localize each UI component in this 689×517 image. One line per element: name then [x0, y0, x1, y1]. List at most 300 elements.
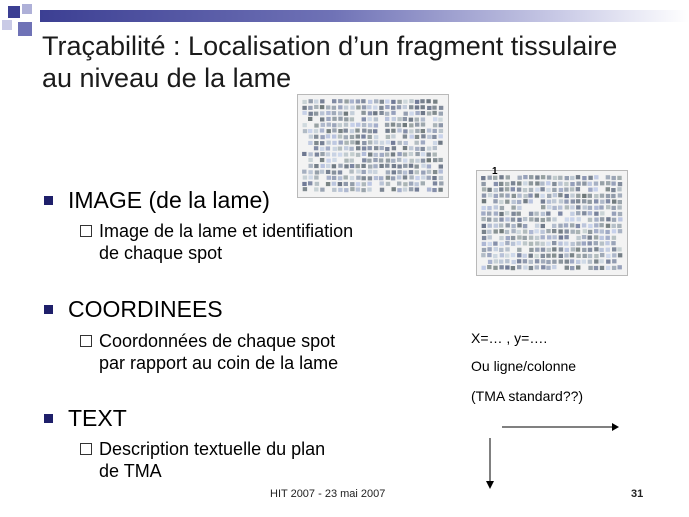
tma-spot	[487, 206, 491, 210]
tma-spot	[599, 223, 603, 227]
tma-spot	[415, 165, 419, 169]
tma-spot	[332, 106, 336, 110]
tma-spot	[558, 206, 562, 210]
tma-spot	[421, 111, 425, 115]
tma-spot	[391, 106, 395, 110]
tma-spot	[320, 170, 324, 174]
tma-spot	[373, 106, 377, 110]
tma-spot	[499, 248, 503, 252]
tma-spot	[379, 176, 383, 180]
tma-spot	[438, 118, 442, 122]
tma-spot	[535, 241, 539, 245]
tma-spot	[385, 129, 389, 133]
tma-spot	[433, 123, 437, 127]
tma-spot	[362, 141, 366, 145]
tma-spot	[612, 224, 616, 228]
tma-spot	[529, 266, 533, 270]
tma-spot	[576, 205, 580, 209]
tma-spot	[576, 242, 580, 246]
tma-spot	[553, 176, 557, 180]
tma-spot	[552, 260, 556, 264]
tma-spot	[397, 170, 401, 174]
tma-spot	[546, 188, 550, 192]
tma-spot	[564, 253, 568, 257]
tma-spot	[552, 206, 556, 210]
tma-spot	[576, 224, 580, 228]
tma-spot	[493, 199, 497, 203]
tma-spot	[505, 187, 509, 191]
tma-spot	[391, 141, 395, 145]
tma-spot	[488, 242, 492, 246]
tma-spot	[326, 159, 330, 163]
tma-spot	[403, 117, 407, 121]
tma-spot	[564, 200, 568, 204]
square-bullet-icon	[44, 305, 53, 314]
tma-spot	[494, 182, 498, 186]
tma-spot	[326, 152, 330, 156]
tma-spot	[314, 164, 318, 168]
tma-spot	[332, 164, 336, 168]
tma-spot	[481, 253, 485, 257]
tma-spot	[315, 170, 319, 174]
tma-spot	[499, 182, 503, 186]
tma-spot	[606, 217, 610, 221]
tma-spot	[600, 242, 604, 246]
tma-spot	[571, 230, 575, 234]
tma-spot	[433, 181, 437, 185]
tma-spot	[576, 265, 580, 269]
tma-spot	[439, 165, 443, 169]
tma-spot	[415, 159, 419, 163]
tma-spot	[594, 254, 598, 258]
tma-spot	[368, 100, 372, 104]
tma-spot	[338, 153, 342, 157]
tma-spot	[385, 105, 389, 109]
tma-spot	[546, 254, 550, 258]
tma-spot	[505, 230, 509, 234]
tma-spot	[600, 236, 604, 240]
tma-spot	[379, 111, 383, 115]
tma-spot	[403, 129, 407, 133]
tma-spot	[512, 260, 516, 264]
tma-spot	[303, 176, 307, 180]
tma-spot	[320, 152, 324, 156]
tma-spot	[594, 187, 598, 191]
tma-spot	[338, 111, 342, 115]
tma-spot	[523, 254, 527, 258]
tma-spot	[493, 242, 497, 246]
tma-spot	[505, 265, 509, 269]
tma-spot	[506, 223, 510, 227]
tma-spot	[344, 164, 348, 168]
tma-spot	[487, 212, 491, 216]
tma-spot	[409, 187, 413, 191]
tma-spot	[599, 248, 603, 252]
tma-spot	[505, 247, 509, 251]
tma-spot	[517, 223, 521, 227]
tma-spot	[523, 241, 527, 245]
tma-spot	[380, 153, 384, 157]
standard-note: (TMA standard??)	[471, 388, 584, 404]
tma-spot	[380, 146, 384, 150]
tma-spot	[385, 164, 389, 168]
tma-spot	[344, 188, 348, 192]
tma-spot	[564, 242, 568, 246]
header-gradient-bar	[40, 10, 689, 22]
tma-spot	[517, 241, 521, 245]
tma-spot	[588, 266, 592, 270]
tma-spot	[338, 188, 342, 192]
tma-spot	[350, 182, 354, 186]
tma-spot	[541, 175, 545, 179]
tma-spot	[438, 141, 442, 145]
tma-spot	[314, 187, 318, 191]
tma-spot	[433, 141, 437, 145]
tma-spot	[391, 176, 395, 180]
tma-spot	[433, 146, 437, 150]
tma-spot	[344, 106, 348, 110]
tma-spot	[350, 187, 354, 191]
tma-spot	[368, 170, 372, 174]
tma-spot	[617, 187, 621, 191]
tma-spot	[611, 241, 615, 245]
tma-spot	[338, 182, 342, 186]
tma-spot	[338, 164, 342, 168]
tma-spot	[362, 123, 366, 127]
tma-spot	[583, 254, 587, 258]
tma-spot	[421, 140, 425, 144]
tma-spot	[565, 194, 569, 198]
tma-spot	[487, 188, 491, 192]
tma-spot	[517, 230, 521, 234]
tma-spot	[344, 182, 348, 186]
tma-spot	[409, 170, 413, 174]
tma-spot	[559, 260, 563, 264]
tma-spot	[320, 99, 324, 103]
tma-spot	[368, 176, 372, 180]
tma-spot	[618, 193, 622, 197]
tma-spot	[481, 217, 485, 221]
tma-spot	[356, 170, 360, 174]
tma-spot	[517, 248, 521, 252]
tma-spot	[368, 123, 372, 127]
tma-spot	[511, 229, 515, 233]
tma-spot	[517, 265, 521, 269]
footer-text: HIT 2007 - 23 mai 2007	[270, 488, 386, 500]
tma-spot	[517, 194, 521, 198]
tma-spot	[367, 188, 371, 192]
tma-spot	[606, 175, 610, 179]
tma-spot	[588, 218, 592, 222]
tma-spot	[541, 242, 545, 246]
tma-spot	[546, 181, 550, 185]
tma-spot	[362, 105, 366, 109]
tma-spot	[571, 242, 575, 246]
tma-spot	[373, 164, 377, 168]
tma-spot	[320, 147, 324, 151]
tma-spot	[600, 211, 604, 215]
tma-spot	[499, 218, 503, 222]
tma-spot	[541, 259, 545, 263]
tma-spot	[403, 135, 407, 139]
tma-spot	[606, 205, 610, 209]
tma-spot	[350, 135, 354, 139]
tma-spot	[421, 105, 425, 109]
tma-spot	[547, 248, 551, 252]
tma-spot	[361, 164, 365, 168]
tma-spot	[397, 117, 401, 121]
tma-spot	[397, 128, 401, 132]
tma-spot	[368, 153, 372, 157]
tma-spot	[559, 199, 563, 203]
tma-spot	[432, 106, 436, 110]
tma-spot	[594, 235, 598, 239]
tma-spot	[535, 259, 539, 263]
tma-spot	[618, 212, 622, 216]
tma-spot	[350, 164, 354, 168]
tma-spot	[571, 247, 575, 251]
tma-spot	[361, 99, 365, 103]
tma-spot	[565, 205, 569, 209]
tma-spot	[355, 129, 359, 133]
tma-spot	[379, 164, 383, 168]
tma-spot	[308, 106, 312, 110]
tma-spot	[612, 212, 616, 216]
tma-spot	[368, 146, 372, 150]
tma-spot	[541, 212, 545, 216]
tma-spot	[594, 212, 598, 216]
tma-spot	[320, 188, 324, 192]
tma-spot	[415, 170, 419, 174]
tma-spot	[314, 124, 318, 128]
tma-spot	[344, 141, 348, 145]
tma-spot	[332, 171, 336, 175]
tma-spot	[571, 199, 575, 203]
tma-spot	[606, 254, 610, 258]
tma-spot	[552, 182, 556, 186]
tma-spot	[427, 129, 431, 133]
tma-spot	[523, 236, 527, 240]
tma-spot	[368, 111, 372, 115]
page-number: 31	[631, 488, 644, 500]
tma-spot	[338, 99, 342, 103]
tma-spot	[403, 188, 407, 192]
tma-spot	[612, 259, 616, 263]
tma-spot	[535, 265, 539, 269]
tma-spot	[552, 254, 556, 258]
tma-spot	[391, 129, 395, 133]
slide-title: Traçabilité : Localisation d’un fragment tissulaire au niveau de la lame	[42, 31, 618, 93]
tma-spot	[350, 176, 354, 180]
tma-spot	[570, 194, 574, 198]
tma-spot	[600, 229, 604, 233]
tma-spot	[338, 176, 342, 180]
tma-spot	[403, 171, 407, 175]
tma-spot	[552, 188, 556, 192]
tma-spot	[374, 153, 378, 157]
tma-spot	[338, 129, 342, 133]
tma-spot	[344, 123, 348, 127]
tma-spot	[500, 206, 504, 210]
tma-spot	[320, 141, 324, 145]
tma-spot	[606, 236, 610, 240]
tma-spot	[617, 224, 621, 228]
tma-spot	[398, 141, 402, 145]
tma-spot	[356, 146, 360, 150]
tma-spot	[403, 152, 407, 156]
tma-spot	[582, 235, 586, 239]
tma-spot	[373, 170, 377, 174]
tma-spot	[570, 212, 574, 216]
tma-spot	[386, 135, 390, 139]
checkbox-bullet-icon	[80, 225, 92, 237]
tma-spot	[482, 194, 486, 198]
tma-spot	[415, 141, 419, 145]
tma-spot	[535, 218, 539, 222]
tma-spot	[349, 147, 353, 151]
tma-spot	[356, 164, 360, 168]
tma-spot	[517, 188, 521, 192]
tma-spot	[582, 182, 586, 186]
tma-spot	[565, 229, 569, 233]
tma-spot	[356, 99, 360, 103]
tma-spot	[314, 135, 318, 139]
tma-spot	[583, 205, 587, 209]
tma-spot	[558, 176, 562, 180]
tma-spot	[582, 199, 586, 203]
tma-spot	[409, 146, 413, 150]
tma-spot	[517, 253, 521, 257]
tma-spot	[511, 212, 515, 216]
tma-spot	[380, 100, 384, 104]
checkbox-bullet-icon	[80, 335, 92, 347]
checkbox-bullet-icon	[80, 443, 92, 455]
tma-spot	[356, 182, 360, 186]
tma-spot	[523, 224, 527, 228]
tma-spot	[391, 152, 395, 156]
tma-spot	[361, 135, 365, 139]
tma-spot	[541, 248, 545, 252]
tma-spot	[303, 129, 307, 133]
tma-spot	[327, 123, 331, 127]
tma-spot	[327, 176, 331, 180]
tma-spot	[534, 229, 538, 233]
tma-spot	[600, 217, 604, 221]
tma-spot	[481, 176, 485, 180]
tma-spot	[333, 147, 337, 151]
tma-spot	[403, 182, 407, 186]
tma-spot	[517, 235, 521, 239]
tma-spot	[606, 187, 610, 191]
tma-spot	[415, 147, 419, 151]
tma-spot	[570, 187, 574, 191]
tma-spot	[606, 224, 610, 228]
tma-spot	[321, 123, 325, 127]
tma-spot	[421, 129, 425, 133]
tma-spot	[505, 254, 509, 258]
tma-spot	[611, 194, 615, 198]
tma-spot	[535, 175, 539, 179]
tma-spot	[546, 260, 550, 264]
tma-spot	[600, 253, 604, 257]
tma-spot	[617, 205, 621, 209]
tma-spot	[350, 111, 354, 115]
tma-spot	[511, 218, 515, 222]
tma-spot	[541, 224, 545, 228]
tma-spot	[594, 223, 598, 227]
tma-spot	[565, 176, 569, 180]
tma-spot	[320, 158, 324, 162]
tma-spot	[303, 123, 307, 127]
spot-label: 1	[492, 166, 498, 177]
tma-spot	[565, 260, 569, 264]
tma-spot	[553, 193, 557, 197]
tma-spot	[588, 194, 592, 198]
tma-spot	[493, 254, 497, 258]
tma-spot	[427, 188, 431, 192]
tma-spot	[356, 153, 360, 157]
tma-spot	[494, 212, 498, 216]
tma-spot	[570, 223, 574, 227]
tma-spot	[332, 111, 336, 115]
tma-spot	[499, 212, 503, 216]
tma-spot	[391, 159, 395, 163]
tma-spot	[500, 242, 504, 246]
tma-spot	[355, 141, 359, 145]
tma-spot	[588, 248, 592, 252]
tma-spot	[512, 194, 516, 198]
tma-spot	[373, 129, 377, 133]
tma-spot	[309, 164, 313, 168]
tma-spot	[350, 152, 354, 156]
tma-spot	[326, 141, 330, 145]
tma-spot	[540, 194, 544, 198]
tma-spot	[552, 217, 556, 221]
tma-spot	[397, 100, 401, 104]
tma-spot	[559, 254, 563, 258]
tma-spot	[529, 260, 533, 264]
tma-spot	[427, 170, 431, 174]
tma-spot	[517, 218, 521, 222]
tma-spot	[547, 194, 551, 198]
tma-spot	[529, 175, 533, 179]
tma-spot	[540, 230, 544, 234]
tma-spot	[302, 152, 306, 156]
tma-spot	[379, 106, 383, 110]
tma-spot	[482, 187, 486, 191]
tma-spot	[380, 181, 384, 185]
tma-spot	[612, 253, 616, 257]
tma-spot	[380, 188, 384, 192]
tma-spot	[386, 182, 390, 186]
tma-spot	[588, 206, 592, 210]
tma-spot	[421, 147, 425, 151]
tma-spot	[612, 247, 616, 251]
tma-spot	[511, 206, 515, 210]
tma-spot	[612, 266, 616, 270]
tma-spot	[392, 146, 396, 150]
tma-spot	[511, 187, 515, 191]
tma-spot	[606, 260, 610, 264]
tma-spot	[546, 217, 550, 221]
tma-spot	[576, 199, 580, 203]
tma-spot	[368, 135, 372, 139]
tma-spot	[588, 260, 592, 264]
tma-spot	[326, 164, 330, 168]
tma-spot	[332, 99, 336, 103]
tma-spot	[511, 224, 515, 228]
tma-spot	[564, 235, 568, 239]
